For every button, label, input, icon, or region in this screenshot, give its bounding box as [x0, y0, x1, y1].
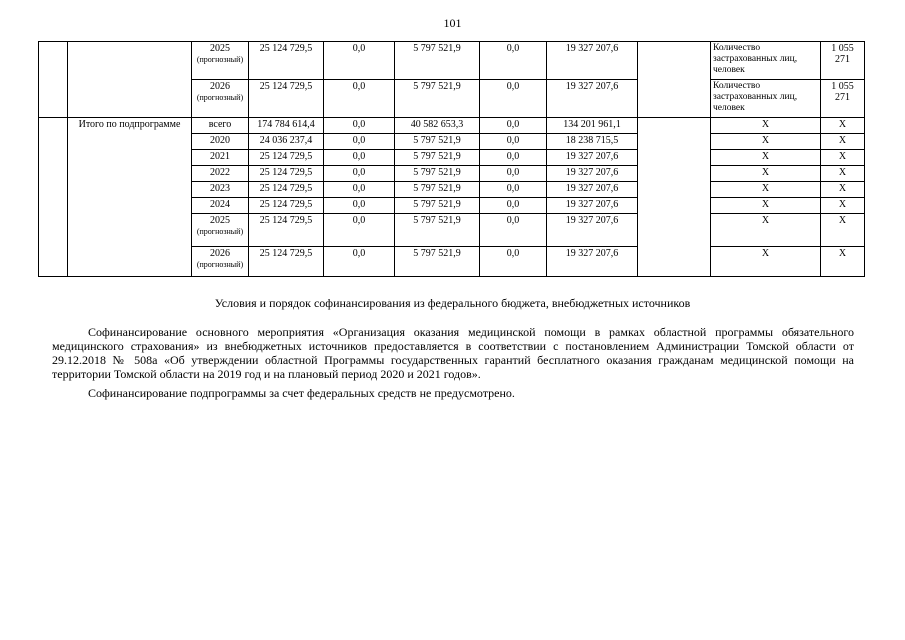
federal-cell: 0,0 — [324, 247, 395, 277]
municipal-cell: 0,0 — [480, 150, 547, 166]
municipal-cell: 0,0 — [480, 198, 547, 214]
federal-cell: 0,0 — [324, 118, 395, 134]
x-cell: X — [821, 182, 865, 198]
municipal-cell: 0,0 — [480, 80, 547, 118]
x-cell: X — [711, 247, 821, 277]
federal-cell: 0,0 — [324, 166, 395, 182]
x-cell: X — [821, 198, 865, 214]
municipal-cell: 0,0 — [480, 247, 547, 277]
year-cell: всего — [192, 118, 249, 134]
financing-table — [38, 41, 865, 277]
total-cell: 25 124 729,5 — [249, 166, 324, 182]
federal-cell: 0,0 — [324, 198, 395, 214]
regional-cell: 40 582 653,3 — [395, 118, 480, 134]
x-cell: X — [711, 150, 821, 166]
total-cell: 24 036 237,4 — [249, 134, 324, 150]
year-cell: 2026 (прогнозный) — [192, 80, 249, 118]
year-cell: 2025 (прогнозный) — [192, 214, 249, 247]
extrabudget-cell: 19 327 207,6 — [547, 182, 638, 198]
regional-cell: 5 797 521,9 — [395, 134, 480, 150]
federal-cell: 0,0 — [324, 80, 395, 118]
section-title: Условия и порядок софинансирования из федерального бюджета, внебюджетных источников — [214, 296, 691, 310]
extrabudget-cell: 134 201 961,1 — [547, 118, 638, 134]
extrabudget-cell: 19 327 207,6 — [547, 247, 638, 277]
x-cell: X — [821, 214, 865, 247]
x-cell: X — [821, 166, 865, 182]
summary-label-cell: Итого по подпрограмме — [68, 118, 192, 277]
extrabudget-cell: 19 327 207,6 — [547, 166, 638, 182]
municipal-cell: 0,0 — [480, 118, 547, 134]
federal-cell: 0,0 — [324, 182, 395, 198]
year-cell: 2026 (прогнозный) — [192, 247, 249, 277]
paragraph-cofinancing: Софинансирование основного мероприятия «Организация оказания медицинской помощи в рамках областной программы обязательного медицинского страхования» из внебюджетных источников предоставляется в соответствии с постановлением Администрации Томской области от 29.12.2018 № 508а «Об утверждении областной Программы государственных гарантий бесплатного оказания гражданам медицинской помощи на территории Томской области на 2019 год и на плановый период 2020 и 2021 годов». — [52, 325, 854, 381]
x-cell: X — [711, 198, 821, 214]
x-cell: X — [821, 247, 865, 277]
federal-cell: 0,0 — [324, 150, 395, 166]
x-cell: X — [711, 214, 821, 247]
municipal-cell: 0,0 — [480, 134, 547, 150]
extrabudget-cell: 19 327 207,6 — [547, 198, 638, 214]
regional-cell: 5 797 521,9 — [395, 80, 480, 118]
municipal-cell: 0,0 — [480, 42, 547, 80]
total-cell: 25 124 729,5 — [249, 182, 324, 198]
total-cell: 25 124 729,5 — [249, 80, 324, 118]
paragraph-federal: Софинансирование подпрограммы за счет федеральных средств не предусмотрено. — [88, 386, 515, 400]
indicator-value-cell: 1 055 271 — [821, 42, 865, 80]
federal-cell: 0,0 — [324, 214, 395, 247]
federal-cell: 0,0 — [324, 42, 395, 80]
regional-cell: 5 797 521,9 — [395, 150, 480, 166]
regional-cell: 5 797 521,9 — [395, 182, 480, 198]
empty-cell — [68, 42, 192, 118]
municipal-cell: 0,0 — [480, 182, 547, 198]
year-cell: 2022 — [192, 166, 249, 182]
x-cell: X — [711, 182, 821, 198]
x-cell: X — [711, 166, 821, 182]
table-row — [39, 118, 865, 134]
x-cell: X — [711, 134, 821, 150]
year-cell: 2024 — [192, 198, 249, 214]
total-cell: 25 124 729,5 — [249, 150, 324, 166]
total-cell: 25 124 729,5 — [249, 42, 324, 80]
empty-cell — [39, 118, 68, 277]
extrabudget-cell: 19 327 207,6 — [547, 214, 638, 247]
municipal-cell: 0,0 — [480, 214, 547, 247]
year-cell: 2020 — [192, 134, 249, 150]
extrabudget-cell: 19 327 207,6 — [547, 150, 638, 166]
x-cell: X — [821, 134, 865, 150]
extrabudget-cell: 19 327 207,6 — [547, 80, 638, 118]
extrabudget-cell: 19 327 207,6 — [547, 42, 638, 80]
indicator-cell: Количество застрахованных лиц, человек — [711, 42, 821, 80]
regional-cell: 5 797 521,9 — [395, 214, 480, 247]
federal-cell: 0,0 — [324, 134, 395, 150]
total-cell: 25 124 729,5 — [249, 214, 324, 247]
empty-cell — [39, 42, 68, 118]
total-cell: 174 784 614,4 — [249, 118, 324, 134]
year-cell: 2025 (прогнозный) — [192, 42, 249, 80]
total-cell: 25 124 729,5 — [249, 247, 324, 277]
municipal-cell: 0,0 — [480, 166, 547, 182]
total-cell: 25 124 729,5 — [249, 198, 324, 214]
extrabudget-cell: 18 238 715,5 — [547, 134, 638, 150]
x-cell: X — [821, 118, 865, 134]
empty-cell — [638, 42, 711, 118]
x-cell: X — [821, 150, 865, 166]
regional-cell: 5 797 521,9 — [395, 198, 480, 214]
indicator-value-cell: 1 055 271 — [821, 80, 865, 118]
empty-cell — [638, 118, 711, 277]
regional-cell: 5 797 521,9 — [395, 247, 480, 277]
x-cell: X — [711, 118, 821, 134]
page-number: 101 — [443, 16, 462, 30]
table-row — [39, 42, 865, 80]
indicator-cell: Количество застрахованных лиц, человек — [711, 80, 821, 118]
year-cell: 2023 — [192, 182, 249, 198]
regional-cell: 5 797 521,9 — [395, 42, 480, 80]
regional-cell: 5 797 521,9 — [395, 166, 480, 182]
year-cell: 2021 — [192, 150, 249, 166]
